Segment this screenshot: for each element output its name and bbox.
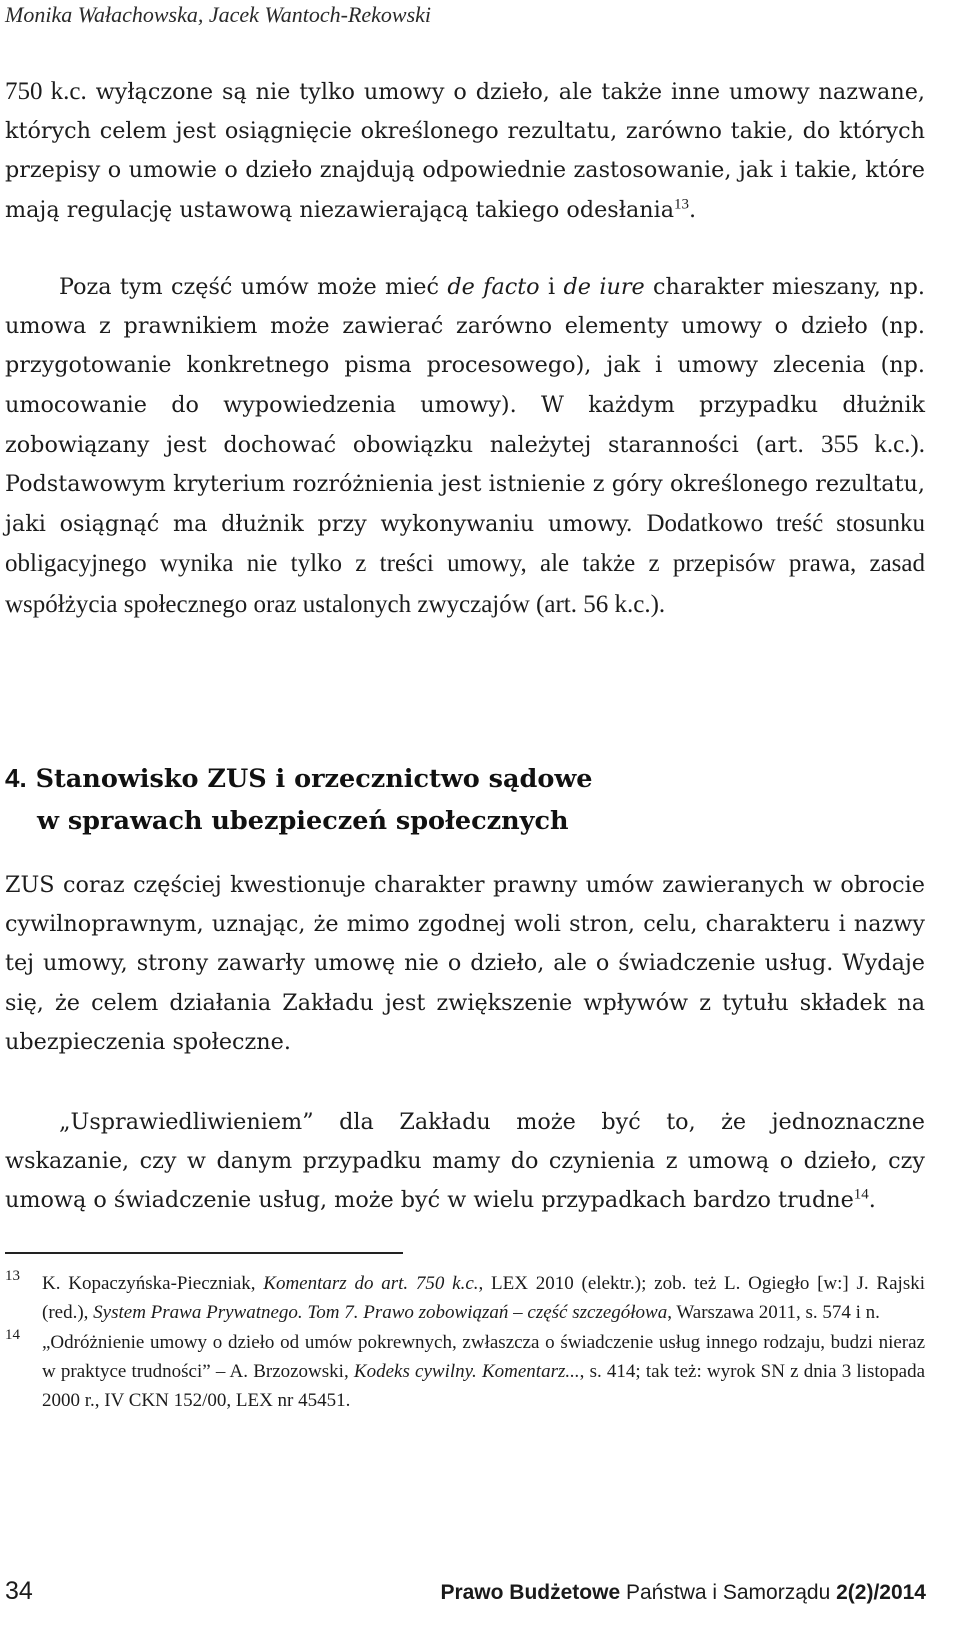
paragraph-2-text-c: charakter mieszany, np. umowa z prawnikiem może zawierać zarówno elementy umowy o dzieło (np. przygotowanie konkretnego pisma procesowego), jak i umowy zlecenia (np. umocowanie do wypowiedzenia umowy). W każdym przypadku dłużnik zobowiązany jest dochować obowiązku należytej staranności (art. [5, 274, 925, 458]
paragraph-2-text-d: Podstawowym kryterium rozróżnienia jest istnienie z góry określonego rezultatu, jaki osiągnąć ma dłużnik przy wykonywaniu umowy. [5, 471, 925, 538]
paragraph-2 [5, 268, 925, 625]
footnotes [5, 1270, 925, 1416]
footnote-13-title-b: System Prawa Prywatnego. Tom 7. Prawo zobowiązań – część szczegółowa [93, 1301, 668, 1323]
paragraph-2-text-b: i [539, 274, 564, 300]
footnote-13-text-a: K. Kopaczyńska-Pieczniak, [42, 1273, 264, 1294]
article-reference: 750 k.c. [5, 78, 87, 105]
term-de-iure: de iure [563, 274, 645, 300]
running-header-authors: Monika Wałachowska, Jacek Wantoch-Rekowski [5, 2, 432, 27]
paragraph-4 [5, 1103, 925, 1221]
journal-issue: 2(2)/2014 [836, 1581, 926, 1604]
footnote-13 [5, 1270, 925, 1327]
footnote-separator [5, 1252, 403, 1254]
footnote-14-text-b: , s. 414; tak też: wyrok SN z dnia 3 listopada 2000 r., IV CKN 152/00, LEX nr 45451. [42, 1361, 925, 1411]
paragraph-1 [5, 72, 925, 230]
section-title-line-2: w sprawach ubezpieczeń społecznych [37, 806, 569, 836]
paragraph-4-end: . [868, 1187, 876, 1214]
footnote-ref-13[interactable]: 13 [674, 196, 690, 213]
journal-title-regular: Państwa i Samorządu [620, 1581, 837, 1604]
footnote-13-text-b: , LEX 2010 (elektr.); zob. też L. Ogiegło [w:] J. Rajski (red.), [42, 1273, 925, 1323]
paragraph-1-end: . [689, 196, 697, 223]
paragraph-3: ZUS coraz częściej kwestionuje charakter prawny umów zawieranych w obrocie cywilnoprawnym, uznając, że mimo zgodnej woli stron, celu, charakteru i nazwy tej umowy, strony zawarły umowę nie o dzieło, ale o świadczenie usług. Wydaje się, że celem działania Zakładu jest zwiększenie wpływów z tytułu składek na ubezpieczenia społeczne. [5, 872, 925, 1055]
article-reference-355: 355 k.c.). [820, 430, 926, 458]
journal-title-bold: Prawo Budżetowe [440, 1581, 621, 1604]
paragraph-1-text: wyłączone są nie tylko umowy o dzieło, ale także inne umowy nazwane, których celem jest osiągnięcie określonego rezultatu, zarówno takie, do których przepisy o umowie o dzieło znajdują odpowiednie zastosowanie, jak i takie, które mają regulację ustawową niezawierającą takiego odesłania [5, 79, 925, 223]
footnote-number: 14 [5, 1327, 20, 1344]
section-heading [5, 757, 925, 842]
section-number: 4. [5, 763, 27, 793]
term-de-facto: de facto [447, 274, 540, 300]
journal-footer [440, 1581, 926, 1605]
footnote-14-title: Kodeks cywilny. Komentarz... [353, 1361, 580, 1383]
page-number: 34 [5, 1577, 33, 1605]
footnote-13-title-a: Komentarz do art. 750 k.c. [263, 1273, 479, 1294]
footnote-ref-14[interactable]: 14 [853, 1186, 869, 1203]
section-title-line-1: Stanowisko ZUS i orzecznictwo sądowe [26, 764, 593, 794]
footnote-14 [5, 1329, 925, 1415]
footnote-13-text-c: , Warszawa 2011, s. 574 i n. [667, 1301, 880, 1323]
paragraph-2-text-e: Dodatkowo treść stosunku obligacyjnego wynika nie tylko z treści umowy, ale także z przepisów prawa, zasad współżycia społecznego oraz ustalonych zwyczajów (art. 56 k.c.). [5, 510, 926, 618]
footnote-14-text-a: „Odróżnienie umowy o dzieło od umów pokrewnych, zwłaszcza o świadczenie usług innego rodzaju, budzi nieraz w praktyce trudności” – A. Brzozowski, [42, 1332, 925, 1383]
paragraph-2-text-a: Poza tym część umów może mieć [59, 274, 448, 300]
paragraph-4-text: „Usprawiedliwieniem” dla Zakładu może być to, że jednoznaczne wskazanie, czy w danym przypadku mamy do czynienia z umową o dzieło, czy umową o świadczenie usług, może być w wielu przypadkach bardzo trudne [5, 1109, 925, 1214]
footnote-number: 13 [5, 1268, 20, 1284]
